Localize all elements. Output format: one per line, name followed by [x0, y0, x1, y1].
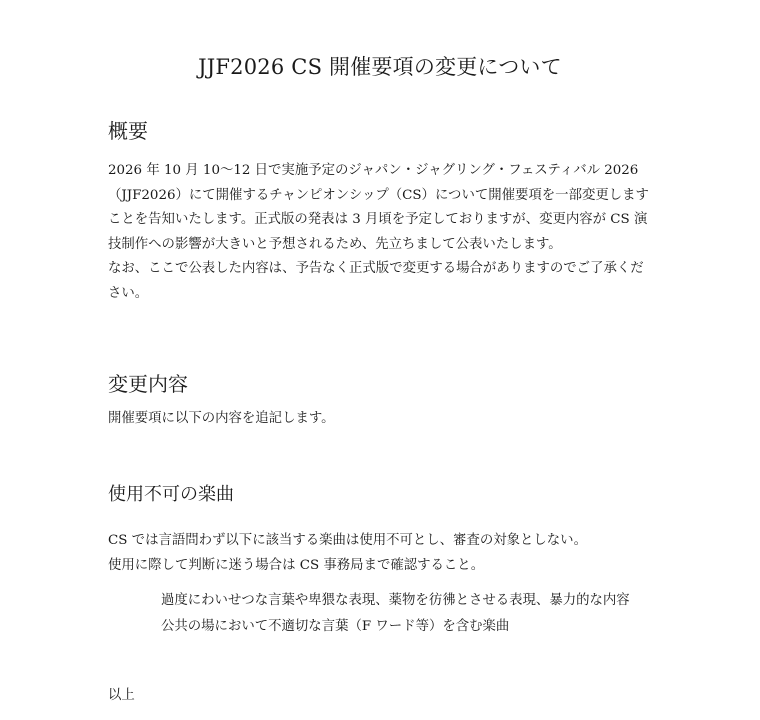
overview-line: なお、ここで公表した内容は、予告なく正式版で変更する場合がありますのでご了承くだ [108, 261, 644, 276]
prohibited-music-heading: 使用不可の楽曲 [108, 484, 234, 505]
overview-line: ことを告知いたします。正式版の発表は 3 月頃を予定しておりますが、変更内容が CS 演 [108, 212, 648, 227]
document-title: JJF2026 CS 開催要項の変更について [198, 55, 562, 79]
prohibited-music-line: CS では言語問わず以下に該当する楽曲は使用不可とし、審査の対象としない。 [108, 533, 587, 548]
list-item: 過度にわいせつな言葉や卑猥な表現、薬物を彷彿とさせる表現、暴力的な内容 [161, 593, 630, 608]
overview-paragraph [108, 159, 653, 306]
overview-line: さい。 [108, 285, 149, 301]
prohibited-music-list [161, 588, 630, 640]
overview-heading: 概要 [108, 119, 148, 143]
overview-line: 2026 年 10 月 10〜12 日で実施予定のジャパン・ジャグリング・フェスティバル 2026 [108, 163, 639, 178]
changes-heading: 変更内容 [108, 372, 188, 396]
closing-text: 以上 [108, 688, 135, 703]
prohibited-music-paragraph [108, 529, 653, 578]
list-item: 公共の場において不適切な言葉（F ワード等）を含む楽曲 [161, 619, 510, 634]
changes-intro: 開催要項に以下の内容を追記します。 [108, 411, 335, 426]
overview-line: （JJF2026）にて開催するチャンピオンシップ（CS）について開催要項を一部変更します [108, 187, 649, 203]
prohibited-music-line: 使用に際して判断に迷う場合は CS 事務局まで確認すること。 [108, 557, 485, 573]
overview-line: 技制作への影響が大きいと予想されるため、先立ちまして公表いたします。 [108, 236, 562, 252]
